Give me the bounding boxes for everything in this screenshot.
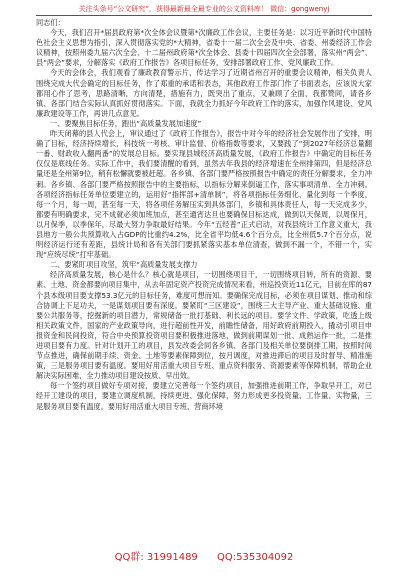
header-banner: 关注头条号“公文研究”，获得最新最全最专业的公文资料库！ 微信：gongwenyj xyxy=(78,5,330,13)
paragraph: 今天，我们召开*届县政府第*次全体会议暨第*次廉政工作会议，主要任务是：以习近平新时代中国特色社会主义思想为指引，深入贯彻落实党的*大精神，省委十一届二次全会及中央、省委、州委经济工作会议精神，按照州委九届六次全会、十二届州政府第*次全体会、县委十四届四次全会部署，落实州“两会”、县“两会”要求，分解落实《政府工作报告》各项目标任务，安排部署政府工作、党风廉政工作。 xyxy=(36,28,372,68)
paragraph: 昨天闭幕的县人代会上，审议通过了《政府工作报告》，报告中对今年的经济社会发展作出了安排，明确了目标，经济持续增长，科技统一考核、审计监督、价格指数等要求，又要践了“到2027年经济总量翻一番、财政收入翻两番”的发展总目标。要实现县城经济高质量发展，《政府工作报告》中确定的目标任务仅仅是底线任务。实际工作中，我们要清醒的看到，虽然去年我县的经济增速在全州排第四，但是经济总量还是全州第9位，稍有松懈就要被赶超。各乡镇、各部门要严格按照报告中确定的责任分解要求，全力冲刺。各乡镇、各部门要严格按照报告中的主要指标、以指标分解来倒逼工作，落实事项清单、全力冲刺。各项经济指标任务单位要建立的，运用好“指挥部+清单制”，将各项指标任务细化、量化到每一个季度，每一个月，每一周，甚至每一天，将各项任务解压实到具体部门，乡镇和具体责任人，每一天完成多少，都要有明确要求，完不成就必须加班加点，甚至通宵达旦也要确保目标达成，做到以天保周，以周保月，以月保季，以季保年，尽最大努力争取最好结果。今年“五经普”正式启动，对我县统计工作意义重大，我县地方一般公共预算收入占GDP的比重约4.2%，比全省平均低4.6个百分点，比全州低5.7个百分点，说明经济运行还有差距，县统计局和各有关部门要抓紧落实基本单位清查，做到不漏一个，不错一个，实现“应统尽统”打牢基础。 xyxy=(36,129,372,260)
section-heading: 二、要紧盯项目攻坚，筑牢“高质量发展支撑力 xyxy=(50,260,198,270)
footer-contact xyxy=(0,552,408,564)
header-divider xyxy=(36,15,372,16)
paragraph: 经济高质量发展，核心是什么？核心就是项目，一切围绕项目干，一切围绕项目转，所有的资源、要素、土地、资金都要向项目集中，从去年固定资产投资完成情况来看，州巡投资近11亿元，目前在库的87个县本级项目要支撑53.3亿元的目标任务，难度可想而知。要确保完成目标，必须在项目谋划、推动和综合协调上下足功夫，一是谋划项目要有深度。要紧盯“三区建设”，围绕三大主导产业、重大基础设施、重要公共服务等，挖掘新的项目潜力，常规储备一批打基础、利长远的项目。要学文件、学政策，吃透上级相关政策文件，国家的产业政策导向，进行超前性开发，前瞻性储备，用好政府前期投入，撬动引项目申报资金和民间投资，符合中央预算投资项目要积极推进落地，做到前期谋划一批、成熟运作一批，二是推进项目要有力度。针对计划开工的项目，县发改委会同各乡镇、各部门及相关单位要倒排工期，按照时间节点推进，确保前期手续、资金、土地等要素保障到位，按月调度，对推进滞后的项目及时督导、精准施策，三是服务项目要有温度。要用好用活重大项目专班、重点资料服务、资源要素等保障机制，帮助企业解决实际困难，全力推动项目建设按质、早出效。 xyxy=(36,270,372,381)
paragraph: 每一个签约项目做好专项对接，要建立完善每一个签约项目，加强推进前期工作，争取早开工，对已经开工建设的项目，要建立调度机制，持续更进、强化保障，努力形成更多投资量、工作量、实物量，三是服务项目要有温度。要用好用活重大项目专班、营商环境 xyxy=(36,381,372,411)
document-body xyxy=(36,18,372,540)
salutation: 同志们： xyxy=(36,18,65,27)
section-heading: 一、要聚焦目标任务，跑出“高质量发展加速度” xyxy=(50,118,202,128)
paragraph: 今天的会体会，我们观看了廉政教育警示片，传达学习了近期省州召开的重要会议精神，相关负责人围绕完成大代会确定的目标任务，作了郑重的承诺和表态，其他政府工作部门作了书面表态，应该说大家都用心作了思考，思路清晰，方向清楚，措施有力，既突出了重点，又兼顾了全面，我都赞同，请各乡镇、各部门结合实际认真抓好贯彻落实。下面，我就全力抓好今年政府工作的落实，加强作风建设、党风廉政建设等工作，再讲几点意见。 xyxy=(36,68,372,118)
qq-personal-text: QQ:535304092 xyxy=(217,552,294,563)
qq-group-text: QQ群: 31991489 xyxy=(114,552,198,563)
